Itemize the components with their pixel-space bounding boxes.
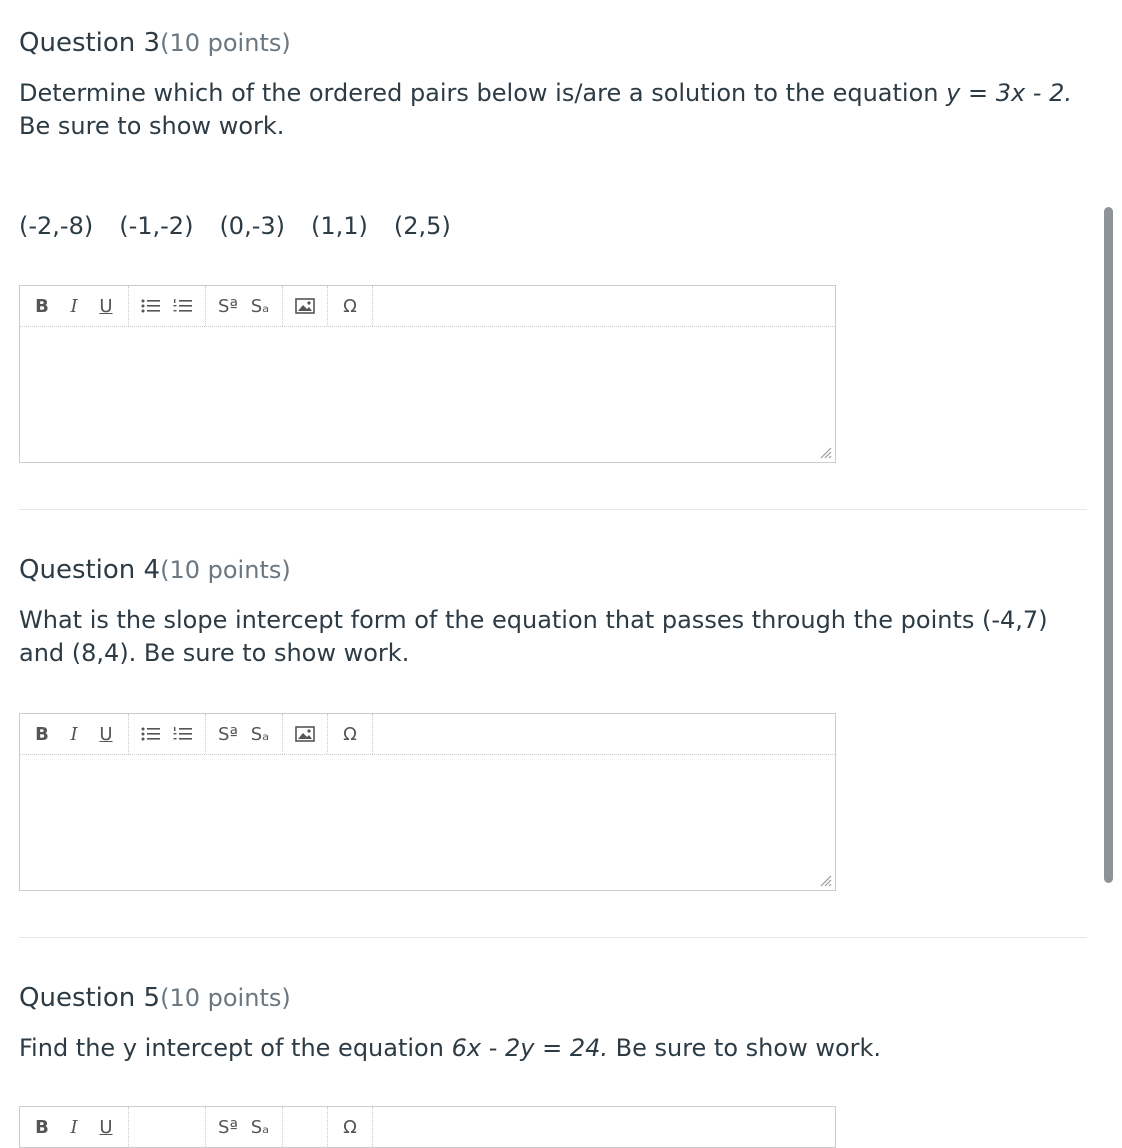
numbered-list-icon[interactable] xyxy=(167,291,199,321)
resize-grip-icon[interactable] xyxy=(818,873,832,887)
equation-var: y xyxy=(946,79,961,107)
equation-term: 2y xyxy=(504,1034,535,1062)
bold-button[interactable]: B xyxy=(35,1116,49,1138)
ordered-pair: (0,-3) xyxy=(219,212,285,240)
equation-equals: = xyxy=(960,79,996,107)
symbol-group xyxy=(328,1107,373,1147)
answer-editor-q4 xyxy=(19,713,836,891)
script-group xyxy=(206,286,283,326)
list-group xyxy=(129,286,206,326)
question-text: Find the y intercept of the equation xyxy=(19,1034,452,1062)
numbered-list-icon[interactable] xyxy=(167,1112,199,1142)
bullet-list-icon[interactable] xyxy=(135,291,167,321)
image-icon[interactable] xyxy=(289,1112,321,1142)
superscript-button[interactable]: Sª xyxy=(218,1116,238,1138)
divider xyxy=(19,937,1087,938)
vertical-scrollbar[interactable] xyxy=(1104,207,1113,883)
question-5 xyxy=(19,981,1087,1065)
bullet-list-icon[interactable] xyxy=(135,1112,167,1142)
question-text-tail: Be sure to show work. xyxy=(19,112,285,140)
question-title-text: Question 5 xyxy=(19,983,161,1013)
symbol-group xyxy=(328,286,373,326)
question-3-title xyxy=(19,26,1087,60)
numbered-list-icon[interactable] xyxy=(167,719,199,749)
question-points: (10 points) xyxy=(160,984,291,1012)
format-group xyxy=(20,714,129,754)
format-group xyxy=(20,1107,129,1147)
question-3 xyxy=(19,26,1087,143)
subscript-button[interactable]: Sₐ xyxy=(250,1116,270,1138)
superscript-button[interactable]: Sª xyxy=(218,295,238,317)
image-icon[interactable] xyxy=(289,719,321,749)
question-4-title xyxy=(19,553,1087,587)
editor-text-area[interactable] xyxy=(20,755,835,890)
ordered-pairs-list xyxy=(19,208,477,244)
editor-text-area[interactable] xyxy=(20,327,835,462)
superscript-button[interactable]: Sª xyxy=(218,723,238,745)
list-group xyxy=(129,714,206,754)
ordered-pair: (-1,-2) xyxy=(119,212,194,240)
equation-term: 6x xyxy=(451,1034,482,1062)
bold-button[interactable]: B xyxy=(35,295,49,317)
script-group xyxy=(206,1107,283,1147)
ordered-pair: (-2,-8) xyxy=(19,212,94,240)
question-text: Determine which of the ordered pairs below is/are a solution to the equation xyxy=(19,79,947,107)
resize-grip-icon[interactable] xyxy=(818,445,832,459)
editor-toolbar xyxy=(20,286,835,327)
underline-button[interactable]: U xyxy=(99,1116,113,1138)
question-4 xyxy=(19,553,1087,670)
italic-button[interactable]: I xyxy=(70,723,78,745)
question-5-text xyxy=(19,1032,1087,1065)
underline-button[interactable]: U xyxy=(99,723,113,745)
equation-minus: - xyxy=(481,1034,505,1062)
question-3-text xyxy=(19,77,1087,143)
editor-toolbar xyxy=(20,1107,835,1148)
omega-button[interactable]: Ω xyxy=(343,723,357,745)
question-4-text: What is the slope intercept form of the equation that passes through the points (-4,7) and (8,4). Be sure to show work. xyxy=(19,606,1048,667)
question-points: (10 points) xyxy=(160,556,291,584)
ordered-pair: (1,1) xyxy=(311,212,368,240)
image-icon[interactable] xyxy=(289,291,321,321)
script-group xyxy=(206,714,283,754)
underline-button[interactable]: U xyxy=(99,295,113,317)
question-text-tail: Be sure to show work. xyxy=(608,1034,882,1062)
answer-editor-q5 xyxy=(19,1106,836,1148)
answer-editor-q3 xyxy=(19,285,836,463)
subscript-button[interactable]: Sₐ xyxy=(250,295,270,317)
bullet-list-icon[interactable] xyxy=(135,719,167,749)
ordered-pair: (2,5) xyxy=(393,212,451,240)
question-5-title xyxy=(19,981,1087,1015)
omega-button[interactable]: Ω xyxy=(343,295,357,317)
question-title-text: Question 3 xyxy=(19,28,161,58)
media-group xyxy=(283,714,328,754)
question-title-text: Question 4 xyxy=(19,555,161,585)
equation-expression: 3x - 2. xyxy=(995,79,1072,107)
omega-button[interactable]: Ω xyxy=(343,1116,357,1138)
equation-equals: = xyxy=(534,1034,570,1062)
bold-button[interactable]: B xyxy=(35,723,49,745)
subscript-button[interactable]: Sₐ xyxy=(250,723,270,745)
italic-button[interactable]: I xyxy=(70,1116,78,1138)
media-group xyxy=(283,1107,328,1147)
symbol-group xyxy=(328,714,373,754)
list-group xyxy=(129,1107,206,1147)
format-group xyxy=(20,286,129,326)
media-group xyxy=(283,286,328,326)
italic-button[interactable]: I xyxy=(70,295,78,317)
question-points: (10 points) xyxy=(160,29,291,57)
editor-toolbar xyxy=(20,714,835,755)
divider xyxy=(19,509,1087,510)
equation-constant: 24. xyxy=(569,1034,609,1062)
